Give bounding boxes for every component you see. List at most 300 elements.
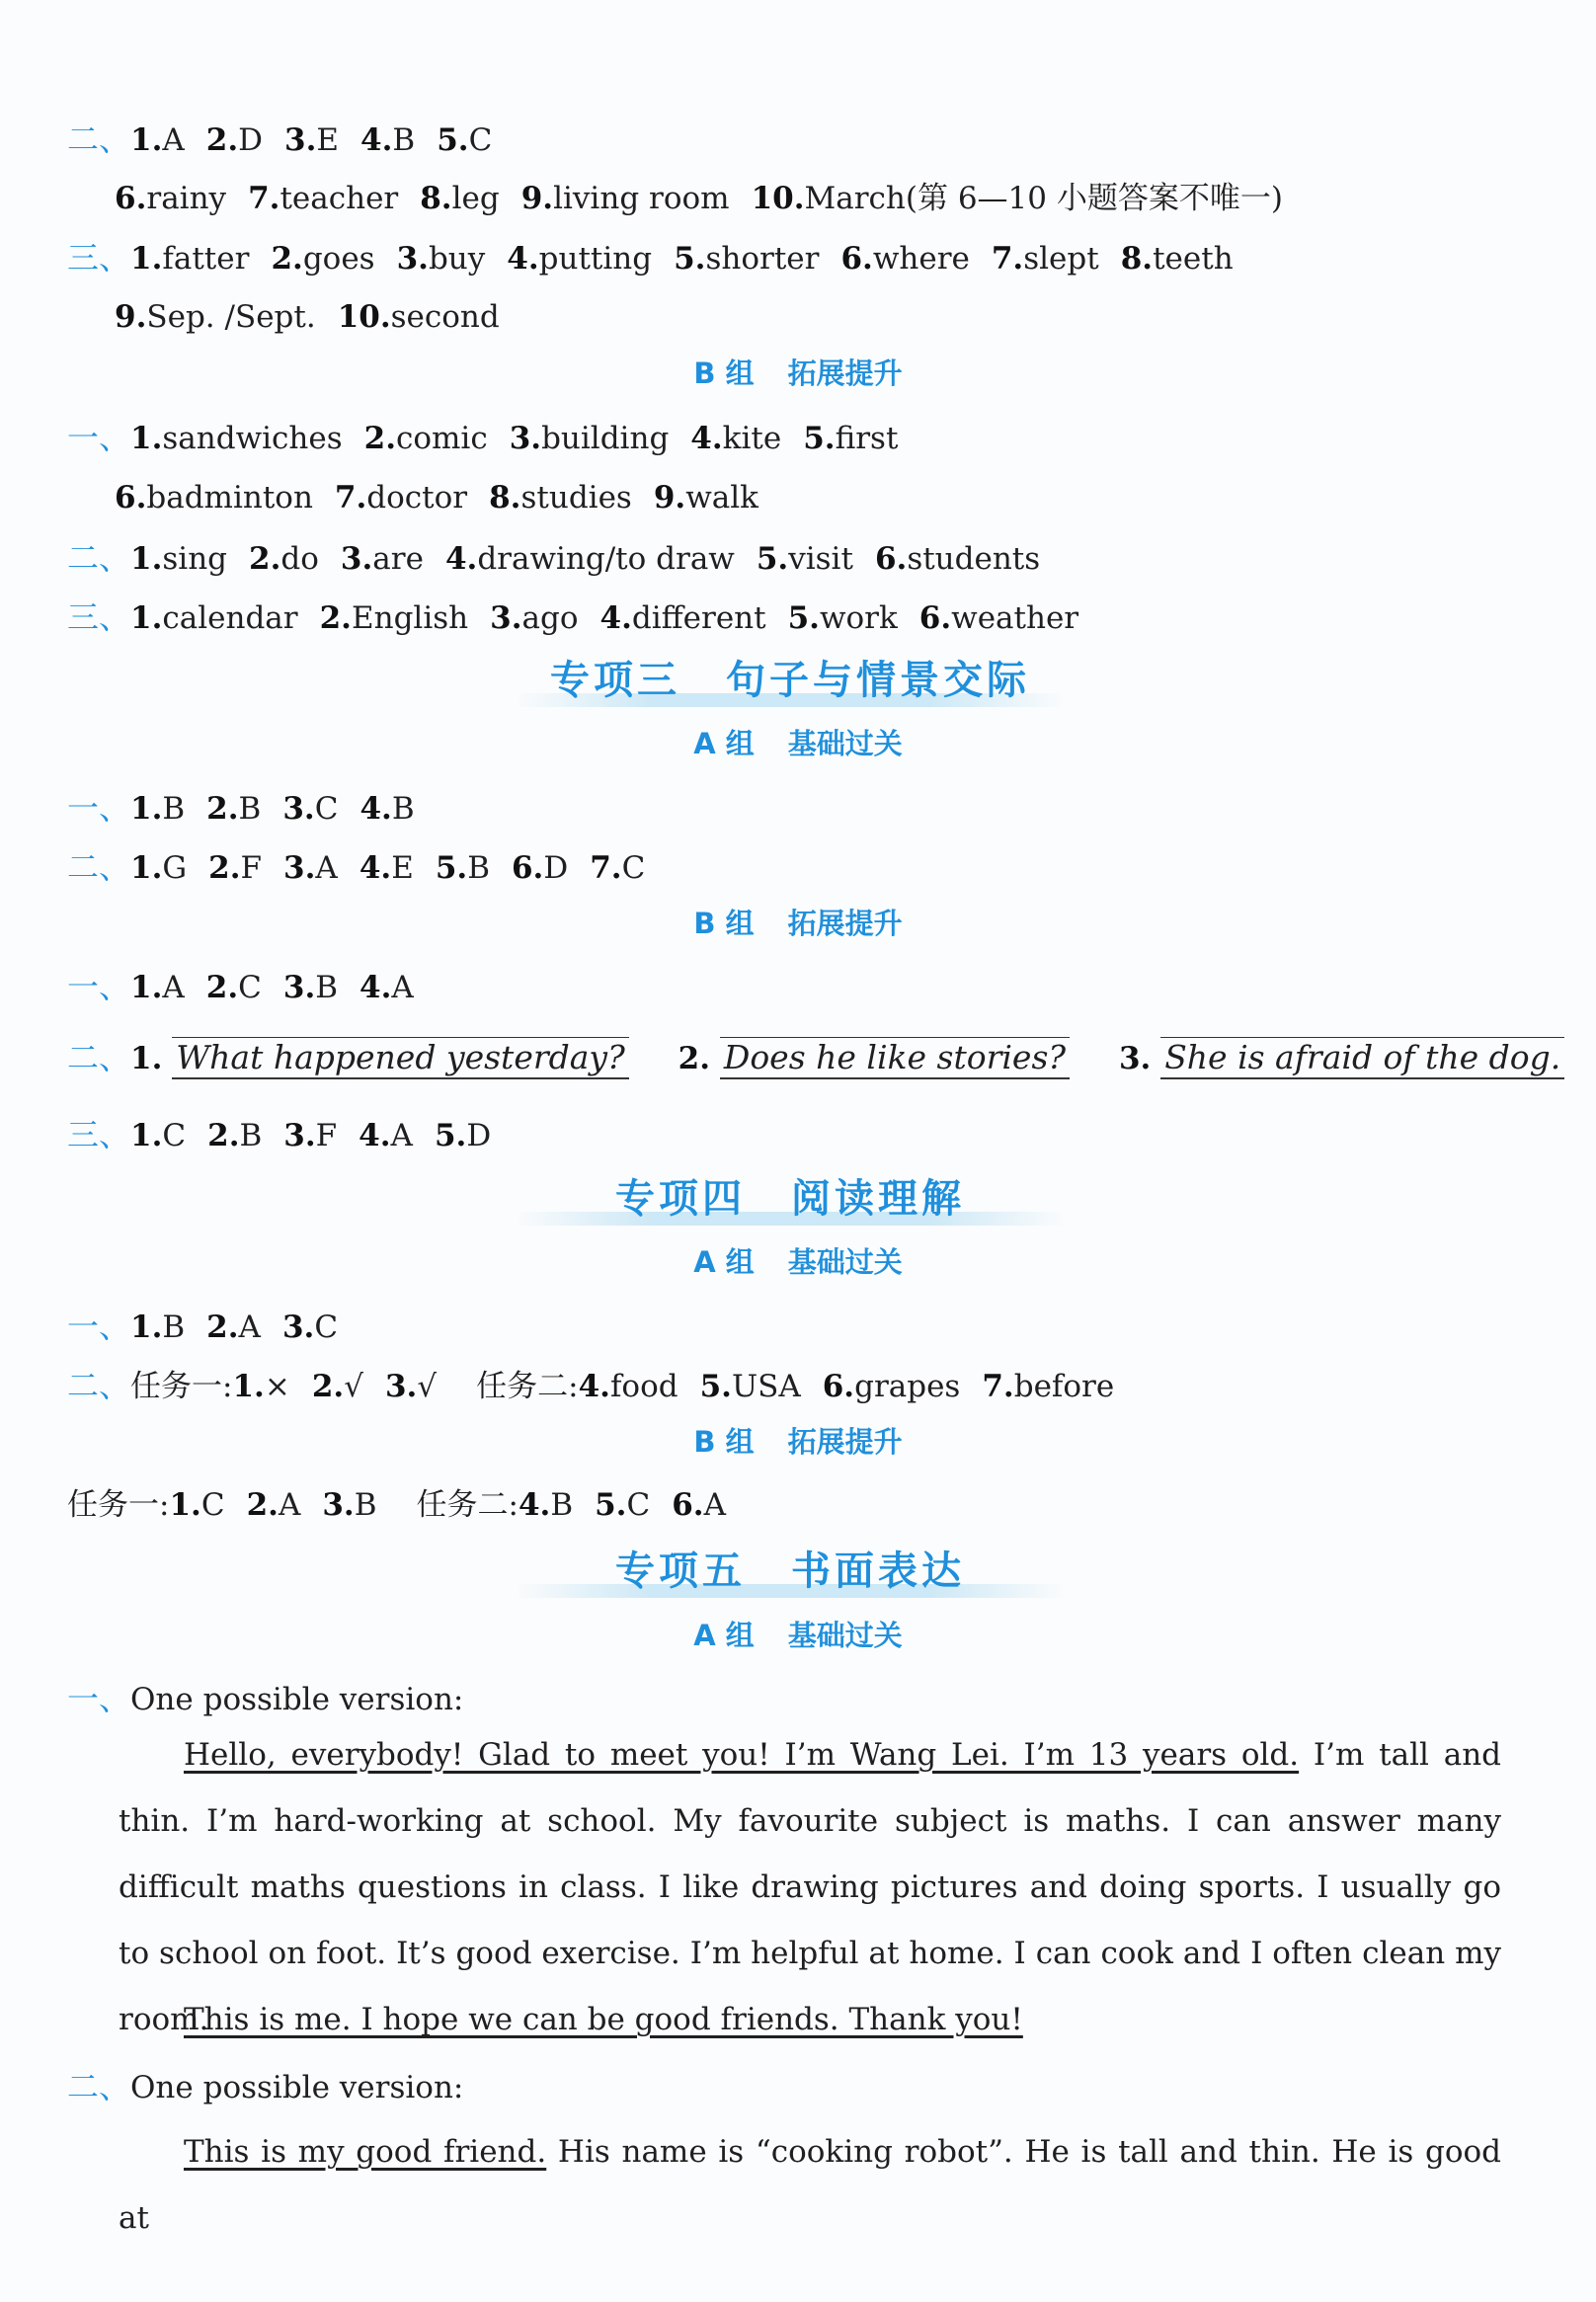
section-marker: 二、 <box>67 539 131 577</box>
item-number: 5. <box>756 541 789 577</box>
group-subtitle: 基础过关 <box>787 727 903 760</box>
answer-item <box>803 421 898 456</box>
item-answer: studies <box>520 480 632 516</box>
item-number: 4. <box>690 421 723 456</box>
group-subtitle: 拓展提升 <box>787 357 903 390</box>
item-answer: B <box>238 791 262 827</box>
answer-item <box>130 241 249 277</box>
item-number: 1. <box>130 791 163 827</box>
section-marker: 三、 <box>67 239 131 277</box>
answer-line <box>67 1115 491 1155</box>
answer-item <box>232 1369 289 1404</box>
answer-line <box>67 119 492 160</box>
section-marker: 一、 <box>67 1308 131 1345</box>
item-number: 2. <box>246 1487 279 1523</box>
answer-item <box>130 541 227 577</box>
item-number: 9. <box>653 480 686 516</box>
item-answer: first <box>835 421 899 456</box>
section-marker: 二、 <box>67 1367 131 1404</box>
group-label: A 组 <box>693 727 755 760</box>
item-number: 5. <box>595 1487 627 1523</box>
item-number: 4. <box>518 1487 551 1523</box>
answer-item <box>600 600 766 636</box>
answer-item <box>840 241 969 277</box>
answer-item <box>875 541 1040 577</box>
item-number: 7. <box>982 1369 1014 1404</box>
answer-item <box>312 1369 363 1404</box>
item-number: 6. <box>672 1487 704 1523</box>
item-answer: work <box>819 600 898 636</box>
item-number: 1. <box>130 1118 163 1153</box>
answer-list <box>130 1310 338 1345</box>
answer-item <box>674 241 819 277</box>
answer-item <box>283 850 338 886</box>
answer-line <box>67 1307 338 1347</box>
group-heading <box>0 354 1596 393</box>
answer-line <box>67 538 1040 579</box>
group-heading <box>0 724 1596 763</box>
answer-item <box>130 1118 186 1153</box>
group-label: A 组 <box>693 1245 755 1279</box>
item-answer: visit <box>788 541 853 577</box>
item-number: 3. <box>282 970 316 1005</box>
version-label: One possible version: <box>130 2070 464 2105</box>
item-answer: students <box>907 541 1041 577</box>
item-answer: shorter <box>705 241 820 277</box>
item-answer: F <box>315 1118 338 1153</box>
item-number: 3. <box>490 600 522 636</box>
item-answer: buy <box>428 241 486 277</box>
item-number: 6. <box>874 541 908 577</box>
answer-item <box>595 1487 650 1523</box>
answer-item <box>249 541 319 577</box>
answer-item <box>130 850 187 886</box>
answer-list <box>130 600 1078 636</box>
answer-line <box>67 788 415 829</box>
answer-item <box>364 421 488 456</box>
essay-text: His name is “cooking robot”. He is tall and thin. He is good at <box>119 2134 1501 2236</box>
answer-item <box>130 791 185 827</box>
item-answer: B <box>239 1118 263 1153</box>
item-answer: grapes <box>854 1369 961 1404</box>
item-number: 3. <box>1118 1041 1152 1076</box>
item-number: 1. <box>130 241 163 277</box>
section-marker: 三、 <box>67 598 131 636</box>
item-number: 4. <box>507 241 539 277</box>
answer-item <box>282 791 338 827</box>
answer-line <box>67 967 414 1007</box>
item-answer: drawing/to draw <box>477 541 735 577</box>
answer-item <box>490 600 578 636</box>
item-answer: ago <box>521 600 579 636</box>
item-number: 3. <box>396 241 429 277</box>
answer-item <box>206 970 262 1005</box>
item-number: 8. <box>420 181 452 216</box>
answer-line <box>67 597 1078 638</box>
answer-item <box>283 970 338 1005</box>
item-number: 2. <box>319 600 352 636</box>
section-number: 专项四 <box>615 1176 746 1222</box>
item-number: 2. <box>208 850 241 886</box>
answer-list <box>130 791 415 827</box>
item-answer: B <box>354 1487 377 1523</box>
group-subtitle: 拓展提升 <box>787 907 903 940</box>
item-number: 4. <box>359 1118 391 1153</box>
answer-item <box>169 1487 224 1523</box>
item-answer: C <box>626 1487 651 1523</box>
answer-item <box>385 1369 437 1404</box>
answer-item <box>757 541 853 577</box>
item-number: 8. <box>489 480 521 516</box>
item-number: 5. <box>699 1369 732 1404</box>
item-number: 4. <box>599 600 632 636</box>
item-number: 3. <box>284 122 317 158</box>
answer-item <box>115 299 316 335</box>
answer-item <box>359 970 414 1005</box>
item-answer: B <box>391 791 415 827</box>
section-marker: 二、 <box>67 848 131 886</box>
item-answer: doctor <box>366 480 468 516</box>
item-answer: C <box>162 1118 187 1153</box>
answer-item <box>130 421 343 456</box>
answer-item <box>284 122 339 158</box>
item-number: 6. <box>115 480 147 516</box>
item-number: 5. <box>435 850 468 886</box>
item-number: 2. <box>207 1118 240 1153</box>
item-answer: √ <box>417 1369 438 1404</box>
answer-item <box>700 1369 801 1404</box>
answer-item <box>823 1369 961 1404</box>
answer-item <box>397 241 486 277</box>
item-number: 7. <box>248 181 280 216</box>
section-marker: 二、 <box>67 120 131 158</box>
item-answer: weather <box>951 600 1079 636</box>
item-number: 6. <box>115 181 147 216</box>
item-answer: B <box>550 1487 574 1523</box>
answer-line <box>115 297 500 337</box>
item-number: 2. <box>678 1041 710 1076</box>
item-number: 9. <box>520 181 554 216</box>
section-title <box>514 1168 1067 1230</box>
answer-item <box>115 181 226 216</box>
essay-text: I’m tall and thin. I’m hard-working at school. My favourite subject is maths. I can answer many difficult maths questions in class. I like drawing pictures and doing sports. I usually go to school on foot. It’s good exercise. I’m helpful at home. I can cook and I often clean my room. <box>119 1737 1501 2037</box>
underlined-sentence: This is my good friend. <box>184 2134 547 2170</box>
item-answer: different <box>631 600 766 636</box>
item-number: 2. <box>271 241 303 277</box>
answer-item <box>360 122 415 158</box>
section-number: 专项三 <box>550 658 680 703</box>
answer-item <box>510 421 670 456</box>
item-answer: B <box>162 1310 186 1345</box>
item-answer: B <box>467 850 490 886</box>
item-number: 4. <box>359 850 392 886</box>
answer-item <box>919 600 1078 636</box>
item-number: 3. <box>283 850 316 886</box>
item-number: 1. <box>232 1369 265 1404</box>
answer-item <box>690 421 781 456</box>
answer-item <box>341 541 424 577</box>
item-answer: × <box>264 1369 290 1404</box>
answer-list <box>115 299 500 335</box>
item-number: 4. <box>578 1369 610 1404</box>
answer-list <box>519 1487 726 1523</box>
handwritten-answer: Does he like stories? <box>720 1037 1070 1079</box>
section-number: 专项五 <box>615 1548 746 1594</box>
answer-list <box>579 1369 1115 1404</box>
answer-item <box>359 1118 413 1153</box>
answer-item <box>322 1487 376 1523</box>
item-answer: C <box>238 970 262 1005</box>
answer-line <box>115 478 758 517</box>
answer-line <box>67 2067 463 2107</box>
section-title <box>514 1541 1067 1602</box>
item-number: 3. <box>322 1487 355 1523</box>
item-number: 2. <box>206 1310 239 1345</box>
item-number: 5. <box>803 421 836 456</box>
answer-item <box>247 1487 301 1523</box>
answer-line <box>67 1679 463 1719</box>
item-answer: leg <box>451 181 500 216</box>
answer-item <box>654 480 758 516</box>
section-name: 书面表达 <box>791 1548 965 1594</box>
section-title <box>514 650 1067 711</box>
item-number: 3. <box>384 1369 418 1404</box>
answer-item <box>512 850 568 886</box>
group-subtitle: 拓展提升 <box>787 1425 903 1459</box>
answer-item <box>130 122 185 158</box>
answer-item <box>359 791 414 827</box>
answer-item <box>207 1118 262 1153</box>
item-answer: D <box>543 850 569 886</box>
item-answer: do <box>280 541 319 577</box>
answer-item <box>208 850 262 886</box>
item-number: 6. <box>822 1369 855 1404</box>
item-answer: A <box>278 1487 301 1523</box>
item-answer: A <box>162 122 185 158</box>
answer-item <box>519 1487 573 1523</box>
item-number: 1. <box>130 1041 163 1076</box>
group-label: A 组 <box>693 1619 755 1652</box>
item-answer: C <box>621 850 646 886</box>
item-number: 7. <box>590 850 622 886</box>
answer-item <box>283 1118 337 1153</box>
item-answer: D <box>466 1118 492 1153</box>
answer-item <box>672 1487 726 1523</box>
item-answer: putting <box>538 241 653 277</box>
answer-item <box>992 241 1099 277</box>
answer-list <box>169 1487 376 1523</box>
group-label: B 组 <box>693 907 755 940</box>
item-answer: rainy <box>146 181 227 216</box>
item-number: 1. <box>130 600 163 636</box>
answer-list <box>130 541 1040 577</box>
item-answer: A <box>315 850 338 886</box>
item-answer: G <box>162 850 188 886</box>
item-number: 3. <box>340 541 373 577</box>
essay-paragraph <box>119 1987 1501 2053</box>
item-number: 2. <box>311 1369 345 1404</box>
item-number: 2. <box>249 541 281 577</box>
answer-item <box>752 181 1283 216</box>
answer-list <box>130 1118 491 1153</box>
section-marker: 一、 <box>67 1680 131 1717</box>
section-marker: 三、 <box>67 1116 131 1153</box>
item-number: 4. <box>359 970 392 1005</box>
answer-item <box>507 241 652 277</box>
item-answer: A <box>391 970 414 1005</box>
answer-item <box>521 181 730 216</box>
item-answer: before <box>1013 1369 1115 1404</box>
item-answer: C <box>314 791 339 827</box>
item-answer: food <box>609 1369 678 1404</box>
answer-line <box>67 1366 1114 1406</box>
answer-list <box>130 122 492 158</box>
item-number: 7. <box>334 480 367 516</box>
answer-list <box>115 480 758 516</box>
item-answer: second <box>390 299 500 335</box>
item-answer: F <box>240 850 263 886</box>
item-number: 3. <box>283 1118 316 1153</box>
item-number: 7. <box>991 241 1024 277</box>
item-answer: goes <box>302 241 375 277</box>
section-name: 句子与情景交际 <box>726 658 1030 703</box>
answer-item <box>248 181 398 216</box>
answer-item <box>1121 241 1234 277</box>
item-number: 5. <box>434 1118 467 1153</box>
section-marker: 一、 <box>67 968 131 1005</box>
task-label: 任务一: <box>130 1369 233 1404</box>
answer-item <box>335 480 467 516</box>
group-heading <box>0 1242 1596 1282</box>
answer-list <box>130 421 898 456</box>
item-answer: where <box>872 241 970 277</box>
answer-item <box>320 600 469 636</box>
section-marker: 二、 <box>67 2068 131 2105</box>
answer-item <box>282 1310 338 1345</box>
item-answer: √ <box>344 1369 363 1404</box>
item-answer: A <box>390 1118 413 1153</box>
item-answer: English <box>351 600 469 636</box>
item-answer: C <box>468 122 493 158</box>
answer-line <box>67 1485 726 1525</box>
item-number: 1. <box>130 970 163 1005</box>
item-answer: teacher <box>279 181 399 216</box>
underlined-sentence: Hello, everybody! Glad to meet you! I’m Wang Lei. I’m 13 years old. <box>184 1737 1300 1773</box>
answer-line <box>67 847 645 888</box>
item-number: 4. <box>360 122 393 158</box>
answer-line <box>67 418 898 458</box>
answer-item <box>579 1369 678 1404</box>
answer-line <box>67 238 1234 278</box>
answer-list <box>232 1369 437 1404</box>
handwriting-line <box>67 1037 1564 1079</box>
item-answer: USA <box>731 1369 801 1404</box>
item-number: 3. <box>281 1310 315 1345</box>
item-answer: comic <box>396 421 488 456</box>
underlined-sentence: This is me. I hope we can be good friends. Thank you! <box>184 2002 1023 2037</box>
item-number: 5. <box>437 122 469 158</box>
answer-list <box>130 970 414 1005</box>
version-label: One possible version: <box>130 1682 464 1717</box>
item-number: 1. <box>130 122 163 158</box>
item-answer: March(第 6—10 小题答案不唯一) <box>804 181 1283 216</box>
item-answer: badminton <box>146 480 313 516</box>
item-number: 1. <box>130 1310 163 1345</box>
item-answer: E <box>391 850 414 886</box>
task-label: 任务二: <box>416 1487 519 1523</box>
item-answer: A <box>703 1487 726 1523</box>
item-answer: E <box>316 122 340 158</box>
answer-item <box>130 970 185 1005</box>
answer-item <box>359 850 414 886</box>
item-number: 1. <box>130 541 163 577</box>
item-number: 4. <box>444 541 478 577</box>
handwritten-answer: What happened yesterday? <box>172 1037 629 1079</box>
answer-list <box>130 241 1234 277</box>
answer-list <box>130 850 645 886</box>
item-answer: slept <box>1023 241 1099 277</box>
answer-item <box>435 1118 491 1153</box>
answer-item <box>437 122 492 158</box>
answer-item <box>436 850 490 886</box>
answer-item <box>206 1310 261 1345</box>
answer-item <box>420 181 499 216</box>
item-number: 10. <box>337 299 391 335</box>
item-answer: sandwiches <box>162 421 343 456</box>
answer-list <box>115 181 1283 216</box>
item-number: 2. <box>205 122 239 158</box>
answer-item <box>271 241 374 277</box>
answer-item <box>982 1369 1114 1404</box>
group-label: B 组 <box>693 357 755 390</box>
answer-item <box>115 480 313 516</box>
essay-paragraph <box>119 2119 1501 2252</box>
item-number: 3. <box>282 791 315 827</box>
answer-item <box>130 1310 185 1345</box>
item-answer: C <box>200 1487 225 1523</box>
item-answer: B <box>162 791 186 827</box>
item-answer: B <box>392 122 416 158</box>
item-answer: sing <box>162 541 228 577</box>
answer-item <box>489 480 632 516</box>
item-answer: are <box>372 541 424 577</box>
group-subtitle: 基础过关 <box>787 1619 903 1652</box>
item-number: 10. <box>751 181 805 216</box>
item-number: 2. <box>363 421 396 456</box>
item-number: 3. <box>509 421 542 456</box>
task-label: 任务二: <box>476 1369 579 1404</box>
item-answer: walk <box>685 480 758 516</box>
item-number: 6. <box>511 850 544 886</box>
answer-item <box>445 541 735 577</box>
handwritten-answer: She is afraid of the dog. <box>1160 1037 1564 1079</box>
item-answer: calendar <box>162 600 298 636</box>
item-number: 4. <box>359 791 392 827</box>
section-marker: 一、 <box>67 419 131 456</box>
answer-line <box>115 179 1283 218</box>
item-answer: B <box>315 970 339 1005</box>
item-number: 1. <box>130 421 163 456</box>
group-heading <box>0 1422 1596 1462</box>
item-number: 5. <box>674 241 706 277</box>
answer-item <box>590 850 645 886</box>
item-number: 6. <box>918 600 952 636</box>
item-answer: fatter <box>162 241 250 277</box>
item-answer: kite <box>722 421 782 456</box>
answer-item <box>130 600 298 636</box>
item-number: 2. <box>206 791 239 827</box>
group-heading <box>0 904 1596 943</box>
